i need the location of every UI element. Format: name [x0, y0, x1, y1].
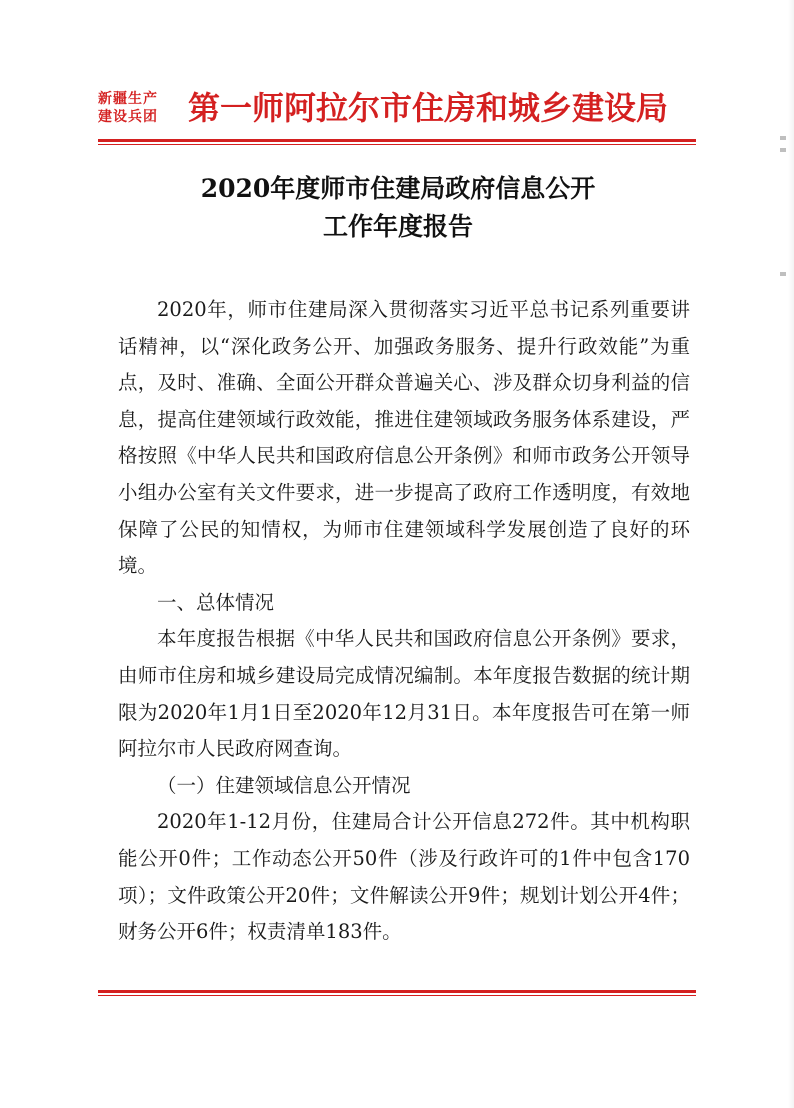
scan-mark	[780, 148, 786, 152]
section-heading-overview: 一、总体情况	[157, 590, 275, 614]
document-title	[98, 170, 698, 246]
overview-paragraph: 本年度报告根据《中华人民共和国政府信息公开条例》要求，由师市住房和城乡建设局完成情况编制。本年度报告数据的统计期限为2020年1月1日至2020年12月31日。本年度报告可在第一师阿拉尔市人民政府网查询。	[118, 627, 690, 761]
scan-edge-shadow	[788, 0, 794, 1108]
footer-rule-thick	[98, 990, 696, 993]
parent-organization-line1: 新疆生产	[98, 91, 158, 107]
document-body	[118, 292, 690, 951]
scan-mark	[780, 136, 786, 140]
parent-organization-line2: 建设兵团	[98, 109, 158, 125]
scan-mark	[780, 272, 786, 276]
letterhead	[98, 90, 698, 138]
intro-paragraph: 2020年，师市住建局深入贯彻落实习近平总书记系列重要讲话精神，以“深化政务公开、加强政务服务、提升行政效能”为重点，及时、准确、全面公开群众普遍关心、涉及群众切身利益的信息，提高住建领域行政效能，推进住建领域政务服务体系建设，严格按照《中华人民共和国政府信息公开条例》和师市政务公开领导小组办公室有关文件要求，进一步提高了政府工作透明度，有效地保障了公民的知情权，为师市住建领域科学发展创造了良好的环境。	[118, 298, 690, 578]
letterhead-rule-thin	[98, 144, 696, 145]
parent-organization	[98, 90, 180, 126]
document-title-line2: 工作年度报告	[322, 212, 473, 241]
letterhead-rule-thick	[98, 139, 696, 142]
disclosure-paragraph: 2020年1-12月份，住建局合计公开信息272件。其中机构职能公开0件；工作动态公开50件（涉及行政许可的1件中包含170项）；文件政策公开20件；文件解读公开9件；规划计划公开4件；财务公开6件；权责清单183件。	[118, 810, 690, 944]
bureau-name: 第一师阿拉尔市住房和城乡建设局	[188, 89, 669, 127]
footer-rule-thin	[98, 995, 696, 996]
subsection-heading-disclosure: （一）住建领域信息公开情况	[157, 773, 411, 797]
document-title-line1: 2020年度师市住建局政府信息公开	[200, 174, 596, 203]
